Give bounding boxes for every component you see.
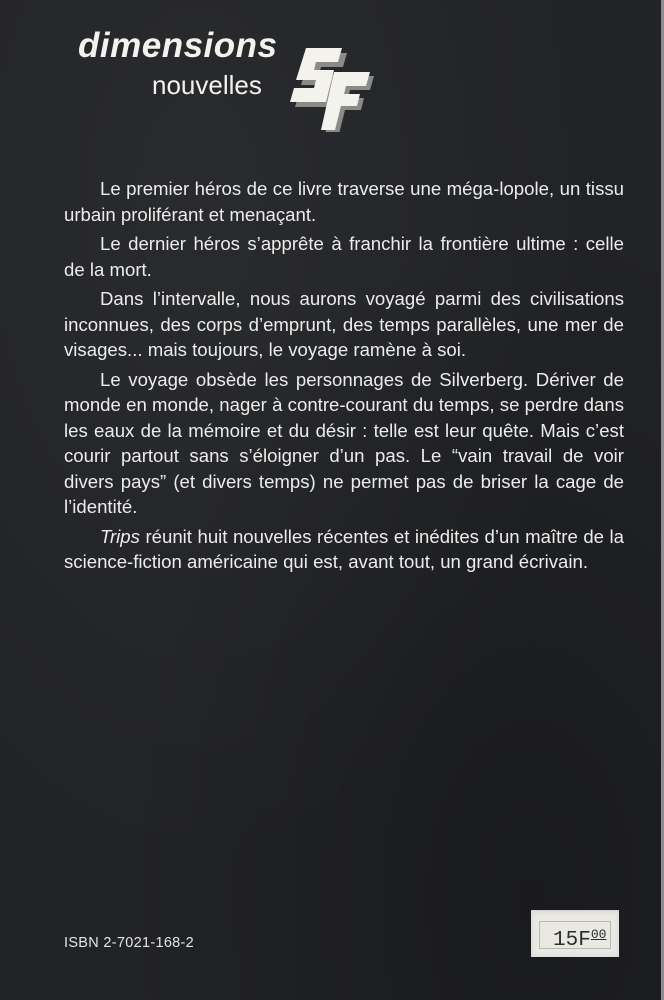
blurb-text bbox=[64, 176, 624, 579]
price-label bbox=[553, 927, 606, 952]
logo-word-nouvelles: nouvelles bbox=[152, 70, 262, 100]
blurb-paragraph-1: Le premier héros de ce livre traverse une méga-lopole, un tissu urbain proliférant et menaçant. bbox=[64, 178, 624, 225]
price-main: 15F bbox=[553, 929, 591, 952]
price-sticker bbox=[531, 910, 619, 957]
publisher-logo bbox=[78, 26, 378, 136]
blurb-paragraph-2: Le dernier héros s’apprête à franchir la frontière ultime : celle de la mort. bbox=[64, 233, 624, 280]
isbn-number: ISBN 2-7021-168-2 bbox=[64, 935, 195, 951]
blurb-paragraph-5-rest: réunit huit nouvelles récentes et inédites d’un maître de la science-fiction américaine qui est, avant tout, un grand écrivain. bbox=[64, 525, 624, 572]
book-title-trips: Trips bbox=[100, 525, 140, 547]
logo-word-dimensions: dimensions bbox=[78, 26, 278, 65]
price-cents: 00 bbox=[590, 927, 607, 942]
blurb-paragraph-5 bbox=[64, 524, 624, 575]
sf-block-letters-logo bbox=[284, 40, 374, 132]
blurb-paragraph-3: Dans l’intervalle, nous aurons voyagé parmi des civilisations inconnues, des corps d’emprunt, des temps parallèles, une mer de visages... mais toujours, le voyage ramène à soi. bbox=[64, 288, 624, 360]
blurb-paragraph-4: Le voyage obsède les personnages de Silverberg. Dériver de monde en monde, nager à contre-courant du temps, se perdre dans les eaux de la mémoire et du désir : telle est leur quête. Mais c’est courir partout sans s’éloigner d’un pas. Le “vain travail de voir divers pays” (et divers temps) ne permet pas de briser la cage de l’identité. bbox=[64, 368, 624, 517]
